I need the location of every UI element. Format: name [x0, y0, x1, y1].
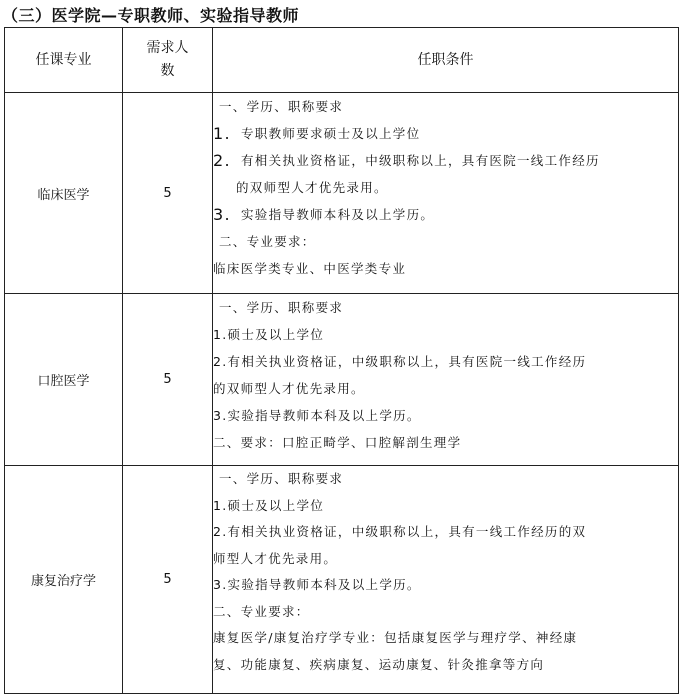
- condition-line: 康复医学/康复治疗学专业：包括康复医学与理疗学、神经康: [213, 630, 578, 645]
- item-text: 专职教师要求硕士及以上学位: [241, 126, 421, 141]
- major-cell: 康复治疗学: [5, 466, 123, 694]
- conditions-cell: [213, 93, 679, 294]
- conditions-cell: [213, 466, 679, 694]
- condition-line: 3.实验指导教师本科及以上学历。: [213, 577, 421, 592]
- condition-line: 二、要求：口腔正畸学、口腔解剖生理学: [213, 435, 462, 450]
- condition-line: 1.硕士及以上学位: [213, 497, 325, 513]
- condition-item: [213, 147, 678, 174]
- condition-line: 一、学历、职称要求: [219, 471, 344, 486]
- count-cell: 5: [123, 93, 213, 294]
- header-count-line2: 数: [160, 63, 175, 79]
- condition-item: [213, 120, 678, 147]
- major-cell: 口腔医学: [5, 294, 123, 466]
- condition-line: 1.硕士及以上学位: [213, 327, 325, 342]
- condition-line: 临床医学类专业、中医学类专业: [213, 261, 407, 276]
- item-number: 2.: [213, 151, 231, 170]
- condition-line: 3.实验指导教师本科及以上学历。: [213, 408, 421, 423]
- header-major: 任课专业: [5, 28, 123, 93]
- header-count-line1: 需求人: [146, 40, 189, 56]
- condition-line: 2.有相关执业资格证，中级职称以上，具有医院一线工作经历: [213, 354, 587, 369]
- item-number: 3.: [213, 205, 231, 224]
- item-text: 实验指导教师本科及以上学历。: [241, 207, 435, 222]
- section-title: （三）医学院—专职教师、实验指导教师: [2, 6, 300, 25]
- table-row: [5, 466, 679, 694]
- conditions-cell: [213, 294, 679, 466]
- condition-heading: 二、专业要求：: [219, 234, 316, 249]
- condition-line: 2.有相关执业资格证，中级职称以上，具有一线工作经历的双: [213, 524, 587, 539]
- condition-heading: 一、学历、职称要求: [219, 99, 344, 114]
- condition-line: 一、学历、职称要求: [219, 300, 344, 315]
- condition-line: 的双师型人才优先录用。: [213, 381, 365, 396]
- condition-line: 复、功能康复、疾病康复、运动康复、针灸推拿等方向: [213, 656, 545, 672]
- major-cell: 临床医学: [5, 93, 123, 294]
- count-cell: 5: [123, 294, 213, 466]
- count-cell: 5: [123, 466, 213, 694]
- table-header-row: [5, 28, 679, 93]
- header-count: [123, 28, 213, 93]
- header-conditions: 任职条件: [213, 28, 679, 93]
- item-number: 1.: [213, 124, 231, 143]
- table-row: [5, 294, 679, 466]
- condition-line: 二、专业要求：: [213, 603, 310, 619]
- table-row: [5, 93, 679, 294]
- condition-item-continued: 的双师型人才优先录用。: [236, 180, 388, 195]
- requirements-table: [4, 27, 679, 694]
- condition-item: [213, 201, 678, 228]
- condition-line: 师型人才优先录用。: [213, 550, 338, 566]
- item-text: 有相关执业资格证，中级职称以上，具有医院一线工作经历: [241, 153, 600, 168]
